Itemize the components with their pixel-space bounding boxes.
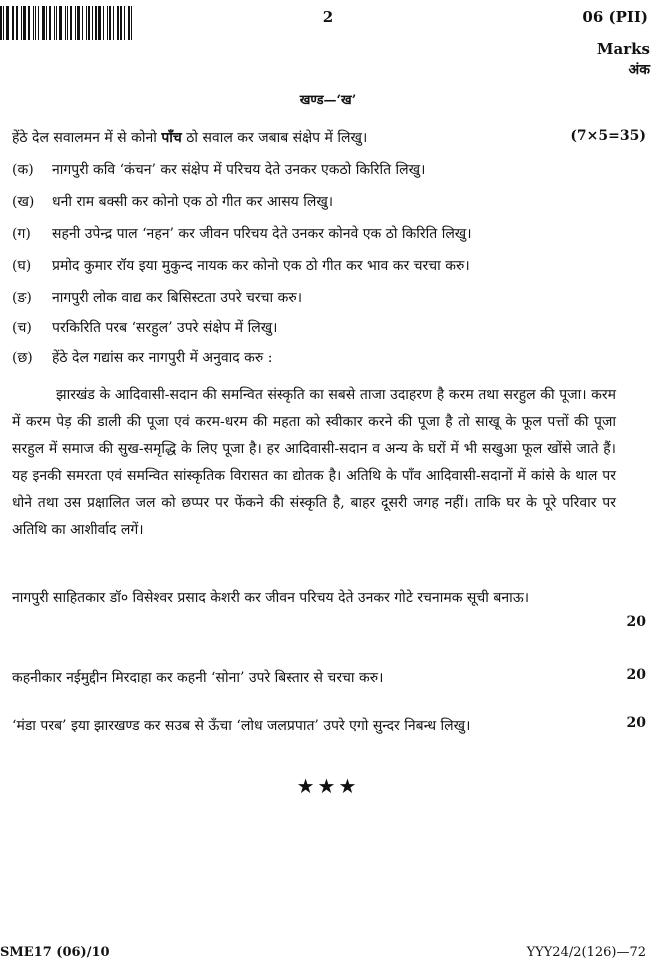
question-item [12, 318, 277, 337]
instruction [12, 128, 367, 147]
long-question-3: ‘मंडा परब’ इया झारखण्ड कर सउब से ऊँचा ‘लोध जलप्रपात’ उपरे एगो सुन्दर निबन्ध लिखु। [12, 718, 471, 734]
question-text: प्रमोद कुमार रॉय इया मुकुन्द नायक कर कोनो एक ठो गीत कर भाव कर चरचा करु। [52, 258, 470, 274]
instruction-post: ठो सवाल कर जबाब संक्षेप में लिखु। [181, 130, 368, 146]
translation-passage: झारखंड के आदिवासी-सदान की समन्वित संस्कृति का सबसे ताजा उदाहरण है करम तथा सरहुल की पूजा। करम में करम पेड़ की डाली की पूजा एवं करम-धरम की महता को स्वीकार करने की पूजा है तो साखू के फूल पत्तों की पूजा सरहुल में समाज की सुख-समृद्धि के लिए पूजा है। हर आदिवासी-सदान व अन्य के घरों में भी सखुआ फूल खोंसे जाते हैं। यह इनकी समरता एवं समन्वित सांस्कृतिक विरासत का द्योतक है। अतिथि के पाँव आदिवासी-सदानों में कांसे के थाल पर धोने तथा उस प्रक्षालित जल को छप्पर पर फेंकने की संस्कृति है, बाहर दूसरी जगह नहीं। ताकि घर के पूरे परिवार पर अतिथि का आशीर्वाद लगें। [12, 387, 616, 538]
paper-code: 06 (PII) [582, 8, 648, 26]
question-text: नागपुरी कवि ‘कंचन’ कर संक्षेप में परिचय देते उनकर एकठो किरिति लिखु। [52, 162, 426, 178]
question-text: परकिरिति परब ‘सरहुल’ उपरे संक्षेप में लिखु। [52, 320, 278, 336]
marks-label-hindi: अंक [628, 62, 650, 78]
instruction-pre: हेंठे देल सवालमन में से कोनो [12, 130, 162, 146]
question-item [12, 288, 302, 307]
end-stars: ★★★ [296, 774, 360, 798]
section-title: खण्ड—‘ख’ [299, 93, 357, 108]
question-label: (च) [12, 320, 32, 336]
question-label: (ङ) [12, 290, 32, 306]
question-label: (ख) [12, 194, 35, 210]
long-question-1-marks: 20 [626, 614, 646, 630]
page-number: 2 [322, 8, 334, 26]
question-item [12, 348, 272, 367]
long-question-3-marks: 20 [626, 715, 646, 731]
question-item [12, 256, 470, 275]
question-item [12, 192, 333, 211]
marks-label-english: Marks [596, 40, 650, 58]
instruction-marks: (7×5=35) [570, 128, 646, 144]
footer-code-left: SME17 (06)/10 [0, 945, 110, 960]
footer-code-right: YYY24/2(126)—72 [526, 945, 646, 960]
instruction-bold: पाँच [161, 130, 182, 146]
question-item [12, 224, 472, 243]
question-text: नागपुरी लोक वाद्य कर बिसिस्टता उपरे चरचा करु। [52, 290, 303, 306]
question-item [12, 160, 425, 179]
question-label: (ग) [12, 226, 31, 242]
question-label: (छ) [12, 350, 33, 366]
long-question-2: कहनीकार नईमुद्दीन मिरदाहा कर कहनी ‘सोना’ उपरे बिस्तार से चरचा करु। [12, 670, 384, 686]
long-question-1: नागपुरी साहितकार डॉ० विसेश्वर प्रसाद केशरी कर जीवन परिचय देते उनकर गोटे रचनामक सूची बनाऊ। [12, 590, 530, 606]
question-text: हेंठे देल गद्यांस कर नागपुरी में अनुवाद करु : [52, 350, 273, 366]
question-label: (घ) [12, 258, 32, 274]
question-label: (क) [12, 162, 34, 178]
long-question-2-marks: 20 [626, 667, 646, 683]
question-text: सहनी उपेन्द्र पाल ‘नहन’ कर जीवन परिचय देते उनकर कोनवे एक ठो किरिति लिखु। [52, 226, 472, 242]
question-text: धनी राम बक्सी कर कोनो एक ठो गीत कर आसय लिखु। [52, 194, 334, 210]
